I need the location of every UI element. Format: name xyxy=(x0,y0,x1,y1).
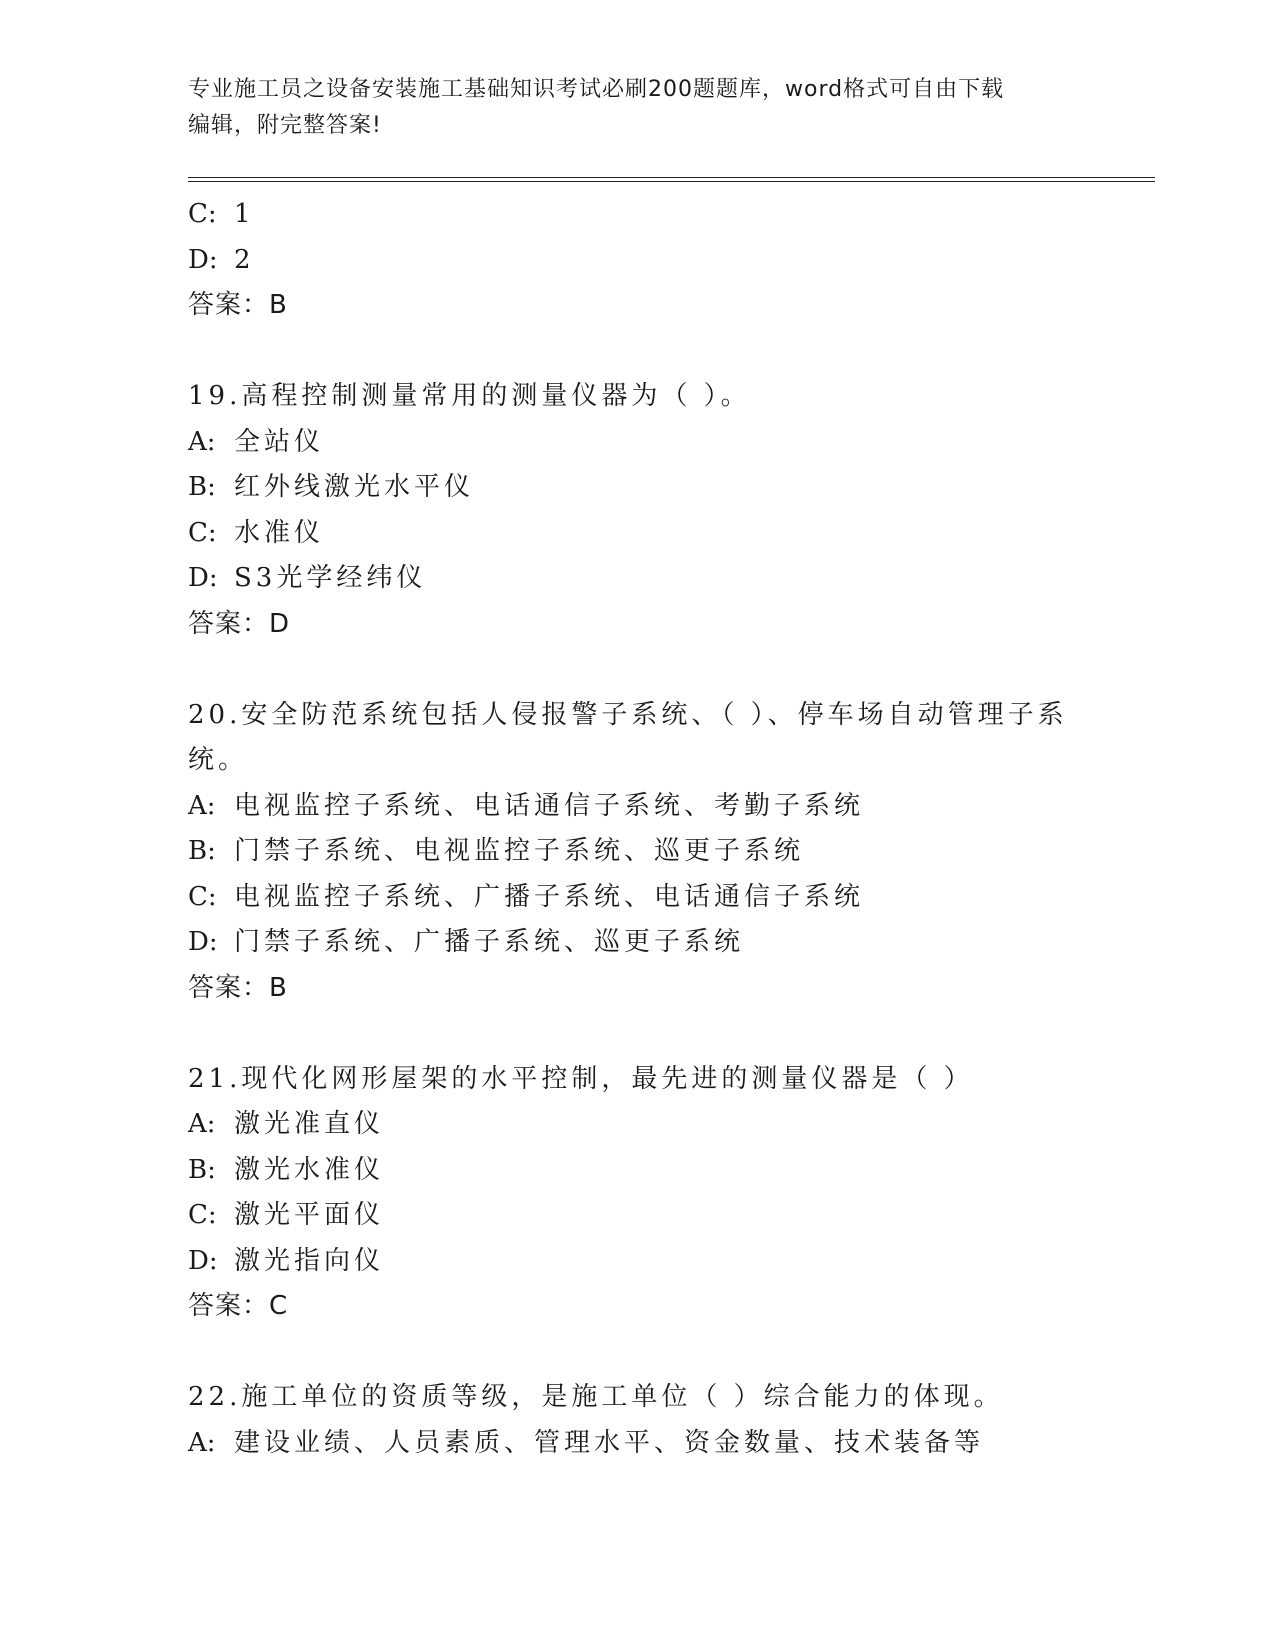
question-stem: 19.高程控制测量常用的测量仪器为（ ）。 xyxy=(188,381,751,411)
option-c xyxy=(188,511,1088,557)
option-text: 全站仪 xyxy=(234,426,325,457)
header-line-1: 专业施工员之设备安装施工基础知识考试必刷200题题库，word格式可自由下载 xyxy=(188,77,1005,102)
question-stem-line-2: 统。 xyxy=(188,745,249,775)
option-c xyxy=(188,875,1088,921)
option-letter: D: xyxy=(188,1245,218,1276)
option-letter: B: xyxy=(188,1154,216,1185)
option-text: 红外线激光水平仪 xyxy=(234,472,475,502)
document-header xyxy=(188,72,1088,144)
option-text: 门禁子系统、广播子系统、巡更子系统 xyxy=(234,927,745,957)
option-letter: A: xyxy=(188,426,216,457)
option-text: 2 xyxy=(234,244,255,275)
option-letter: D: xyxy=(188,244,218,275)
option-letter: B: xyxy=(188,472,216,502)
option-text: 激光平面仪 xyxy=(234,1200,385,1230)
option-a xyxy=(188,1102,1088,1148)
option-letter: A: xyxy=(188,1427,216,1458)
option-text: 水准仪 xyxy=(234,517,325,548)
option-text: 门禁子系统、电视监控子系统、巡更子系统 xyxy=(234,836,805,866)
option-letter: D: xyxy=(188,927,218,957)
question-20 xyxy=(188,693,1088,1012)
header-rule-top xyxy=(188,177,1155,178)
option-text: 1 xyxy=(234,199,255,229)
option-b xyxy=(188,465,1088,511)
option-letter: D: xyxy=(188,563,218,593)
document-body xyxy=(188,192,1088,1466)
question-stem-line-1: 20.安全防范系统包括人侵报警子系统、（ ）、停车场自动管理子系 xyxy=(188,699,1068,730)
answer-line: 答案：D xyxy=(188,608,291,639)
answer-line: 答案：B xyxy=(188,972,288,1003)
option-text: 电视监控子系统、广播子系统、电话通信子系统 xyxy=(234,881,865,912)
option-text: 电视监控子系统、电话通信子系统、考勤子系统 xyxy=(234,790,865,821)
option-a xyxy=(188,420,1088,466)
header-line-2: 编辑，附完整答案! xyxy=(188,113,382,138)
question-stem: 21.现代化网形屋架的水平控制，最先进的测量仪器是（ ） xyxy=(188,1063,974,1094)
option-b xyxy=(188,829,1088,875)
answer-line: 答案：B xyxy=(188,290,288,320)
option-text: 激光准直仪 xyxy=(234,1109,385,1139)
answer-line: 答案：C xyxy=(188,1291,289,1321)
option-d xyxy=(188,238,1088,284)
option-letter: B: xyxy=(188,836,216,866)
option-b xyxy=(188,1148,1088,1194)
question-22 xyxy=(188,1375,1088,1466)
option-text: 激光水准仪 xyxy=(234,1154,385,1185)
option-d xyxy=(188,556,1088,602)
option-text: 激光指向仪 xyxy=(234,1245,385,1276)
option-letter: A: xyxy=(188,790,216,821)
option-letter: C: xyxy=(188,517,217,548)
option-c xyxy=(188,1193,1088,1239)
question-18-tail xyxy=(188,192,1088,329)
option-text: 建设业绩、人员素质、管理水平、资金数量、技术装备等 xyxy=(234,1427,985,1458)
header-rule-bottom xyxy=(188,181,1155,182)
option-letter: C: xyxy=(188,199,217,229)
option-d xyxy=(188,1239,1088,1285)
option-text: S3光学经纬仪 xyxy=(234,563,427,593)
question-19 xyxy=(188,374,1088,647)
option-d xyxy=(188,920,1088,966)
option-letter: A: xyxy=(188,1109,216,1139)
question-21 xyxy=(188,1057,1088,1330)
option-a xyxy=(188,1421,1088,1467)
option-a xyxy=(188,784,1088,830)
question-stem: 22.施工单位的资质等级，是施工单位（ ）综合能力的体现。 xyxy=(188,1382,1004,1412)
option-letter: C: xyxy=(188,1200,217,1230)
option-letter: C: xyxy=(188,881,217,912)
option-c xyxy=(188,192,1088,238)
